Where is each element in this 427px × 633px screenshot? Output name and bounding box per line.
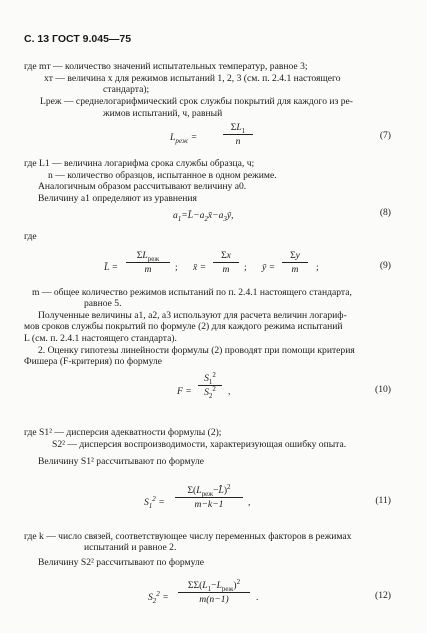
equation-number-8: (8) (379, 207, 391, 218)
document-page: С. 13 ГОСТ 9.045—75 где mт — количество значений испытательных температур, равное 3; xт — величина x для режимов испытаний 1, 2, 3 (см. п. 2.4.1 настоящего стандарта); Lреж — среднелогарифмический срок службы покрытий для каждого из ре- жимов испытаний, ч, равный $L_{реж}$ = $\frac{\Sigma L_1}{n}$ (7) где L1 — величина логарифма срока службы образца, ч; n — количество образцов, испытанное в одном режиме. Аналогичным образом рассчитывают величину a0. Величину a1 определяют из уравнения $a_1=L̄-a_2x̄-a_3ȳ$, (8) где L̄ = $\Sigma L_{реж}$ m ; x̄ = $\frac{\Sigma x}{m}$ ; ȳ = $\frac{\Sigma y}{m}$ ; (9) m — общее количество режимов испытаний по п. 2.4.1 настоящего стандарта, равное 5. Полученные величины a1, a2, a3 используют для расчета величин логариф- мов сроков службы покрытий по формуле (2) для каждого режима испытаний L (см. п. 2.4.1 настоящего стандарта). 2. Оценку гипотезы линейности формулы (2) проводят при помощи критерия Фишера (F-критерия) по формуле F = $\frac{S_1^2}{S_2^2}$ , (10) где S1² — дисперсия адекватности формулы (2); S2² — дисперсия воспроизводимости, характеризующая ошибку опыта. Величину S1² рассчитывают по формуле $S_1^2$ = $\Sigma(L_{реж}-L̂)^2$ m−k−1 , (11) где k — число связей, соответствующее числу переменных факторов в режимах испытаний и равное 2. Величину S2² рассчитывают по формуле $S_2^2$ = $\Sigma\Sigma(L_1-L_{реж})^2$ m(n−1) . (12) (0, 0, 427, 633)
text-line: Фишера (F-критерия) по формуле (24, 356, 163, 367)
text-line: равное 5. (84, 298, 122, 309)
text-line: L (см. п. 2.4.1 настоящего стандарта). (24, 333, 177, 344)
text-line: Аналогичным образом рассчитывают величину a0. (38, 181, 247, 192)
formula-8: $a_1=L̄-a_2x̄-a_3ȳ$, (173, 210, 234, 223)
equation-number-11: (11) (375, 495, 391, 506)
formula-10-fraction: $\frac{S_1^2}{S_2^2}$ (198, 373, 222, 398)
formula-9-fraction-1: $\Sigma L_{реж}$ m (126, 250, 170, 275)
text-line: S2² — дисперсия воспроизводимости, характеризующая ошибку опыта. (52, 439, 347, 450)
text-line: Полученные величины a1, a2, a3 используют для расчета величин логариф- (38, 310, 347, 321)
formula-9-fraction-2: $\frac{\Sigma x}{m}$ (213, 250, 239, 275)
text-line: Величину S1² рассчитывают по формуле (38, 456, 205, 467)
formula-9-lhs-3: ȳ = (262, 262, 276, 273)
equation-number-12: (12) (375, 590, 391, 601)
text-line: где k — число связей, соответствующее числу переменных факторов в режимах (24, 531, 352, 542)
text-line: испытаний и равное 2. (84, 542, 177, 553)
text-line: 2. Оценку гипотезы линейности формулы (2) проводят при помощи критерия (38, 345, 355, 356)
text-line: n — количество образцов, испытанное в одном режиме. (48, 170, 277, 181)
text-line: Величину S2² рассчитывают по формуле (38, 557, 205, 568)
text-line: m — общее количество режимов испытаний по п. 2.4.1 настоящего стандарта, (32, 287, 352, 298)
formula-10-lhs: F = (177, 386, 192, 397)
formula-11-fraction: $\Sigma(L_{реж}-L̂)^2$ m−k−1 (175, 485, 243, 510)
formula-9-fraction-3: $\frac{\Sigma y}{m}$ (282, 250, 308, 275)
text-line: где mт — количество значений испытательных температур, равное 3; (24, 61, 308, 72)
equation-number-7: (7) (379, 130, 391, 141)
page-header: С. 13 ГОСТ 9.045—75 (24, 33, 132, 45)
text-line: Величину a1 определяют из уравнения (38, 193, 197, 204)
formula-9-lhs-2: x̄ = (193, 262, 207, 273)
text-line: где L1 — величина логарифма срока службы образца, ч; (24, 158, 255, 169)
formula-7-lhs: $L_{реж}$ = (170, 132, 198, 145)
formula-12-fraction: $\Sigma\Sigma(L_1-L_{реж})^2$ m(n−1) (178, 580, 250, 605)
text-line: xт — величина x для режимов испытаний 1, 2, 3 (см. п. 2.4.1 настоящего (44, 73, 341, 84)
formula-7-fraction: $\frac{\Sigma L_1}{n}$ (223, 122, 253, 147)
text-line: жимов испытаний, ч, равный (103, 108, 223, 119)
formula-11-lhs: $S_1^2$ = (144, 494, 165, 510)
equation-number-9: (9) (379, 260, 391, 271)
formula-12-lhs: $S_2^2$ = (148, 589, 169, 605)
text-line: где (24, 231, 37, 242)
text-line: Lреж — среднелогарифмический срок службы покрытий для каждого из ре- (40, 96, 354, 107)
text-line: мов сроков службы покрытий по формуле (2) для каждого режима испытаний (24, 321, 343, 332)
text-line: стандарта); (103, 84, 150, 95)
equation-number-10: (10) (375, 384, 391, 395)
formula-9-lhs-1: L̄ = (104, 262, 119, 273)
text-line: где S1² — дисперсия адекватности формулы (2); (24, 427, 222, 438)
